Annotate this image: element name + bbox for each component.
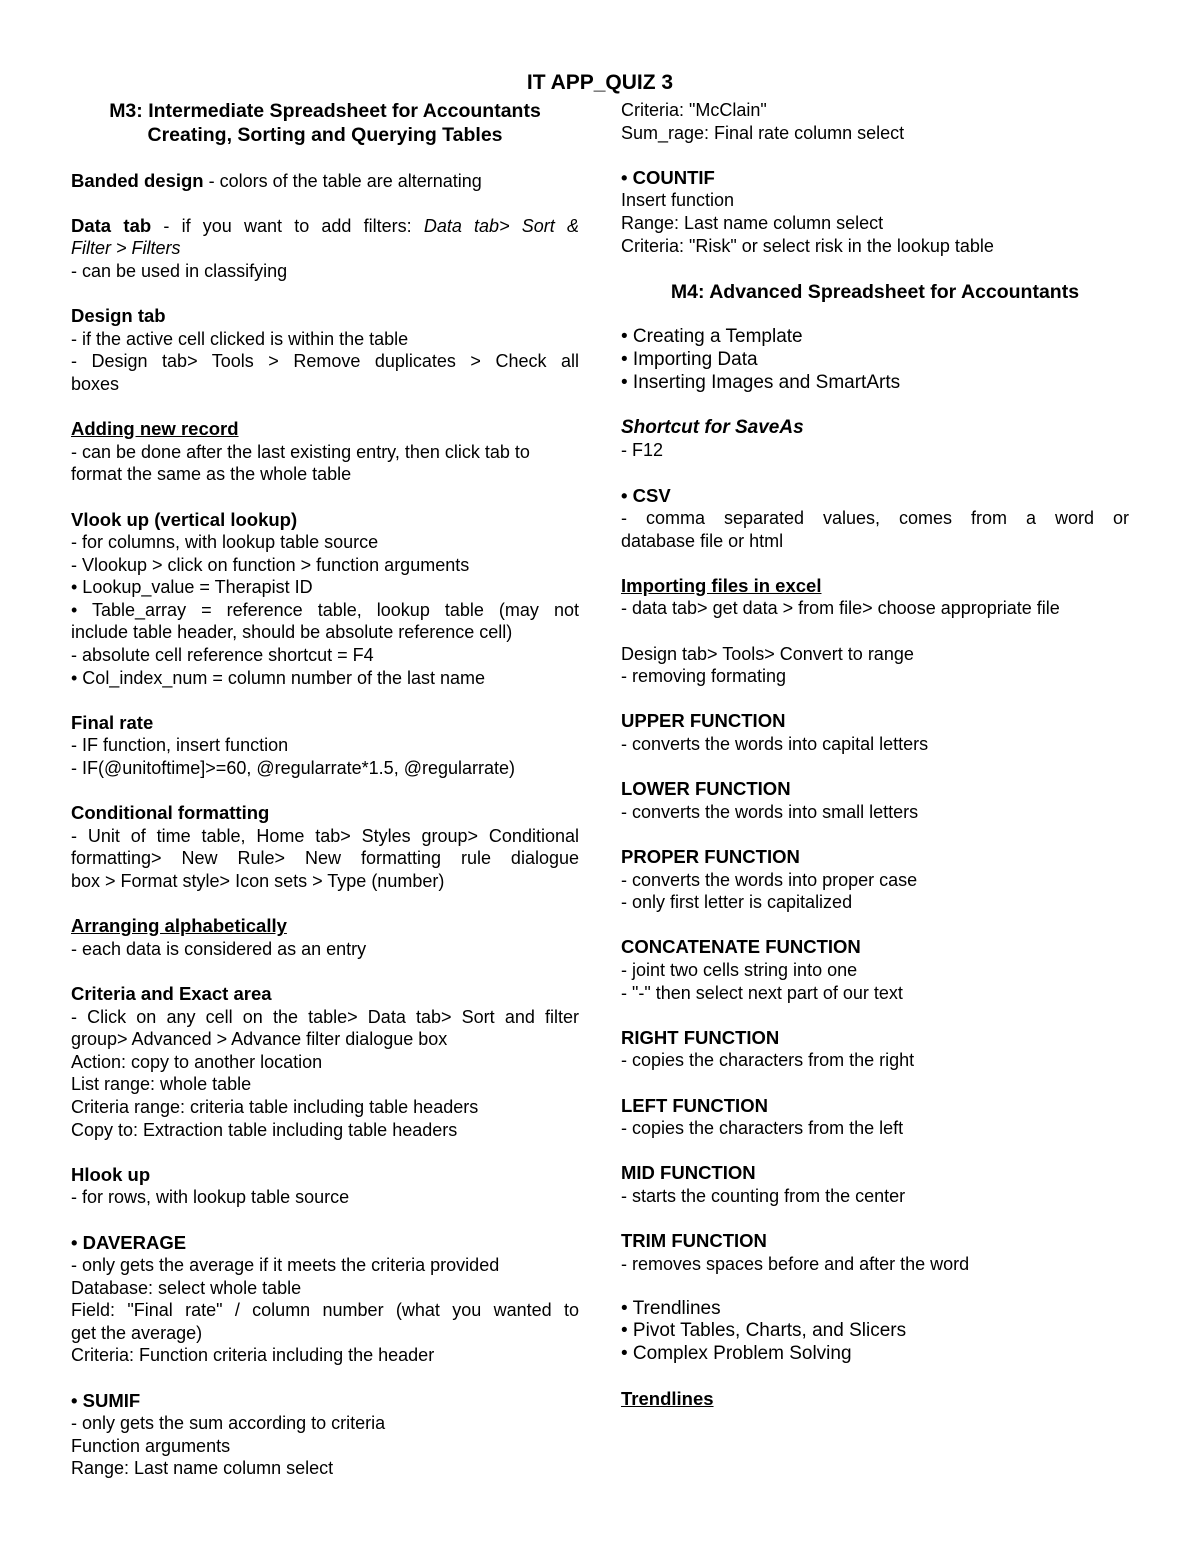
left-function-heading: LEFT FUNCTION — [621, 1094, 768, 1116]
countif-text-1: Insert function — [621, 190, 735, 211]
sumif-sum-range-text: Sum_rage: Final rate column select — [621, 122, 905, 143]
hlookup-heading: Hlook up — [71, 1163, 151, 1185]
banded-design-text: - colors of the table are alternating — [203, 170, 482, 191]
design-tab-text-3: boxes — [71, 373, 120, 394]
conditional-formatting-text-3: box > Format style> Icon sets > Type (number) — [71, 871, 445, 891]
csv-text-1: - comma separated values, comes from a word or — [621, 508, 1129, 529]
design-tab-heading: Design tab — [71, 305, 166, 327]
criteria-text-6: Copy to: Extraction table including table headers — [71, 1119, 458, 1140]
importing-heading: Importing files in excel — [621, 574, 822, 596]
daverage-text-3: Field: "Final rate" / column number (what you wanted to — [71, 1300, 579, 1321]
m4-bullet-2: • Importing Data — [621, 348, 758, 370]
final-rate-text-2: - IF(@unitoftime]>=60, @regularrate*1.5, @regularrate) — [71, 758, 516, 779]
left-column — [71, 99, 579, 1480]
data-tab-note: - can be used in classifying — [71, 260, 288, 281]
sumif-heading: • SUMIF — [71, 1389, 141, 1411]
shortcut-heading: Shortcut for SaveAs — [621, 416, 804, 438]
banded-design-heading: Banded design — [71, 169, 204, 191]
vlookup-text-5: include table header, should be absolute reference cell) — [71, 622, 513, 643]
upper-function-heading: UPPER FUNCTION — [621, 710, 786, 732]
data-tab-line — [71, 215, 579, 238]
vlookup-heading: Vlook up (vertical lookup) — [71, 508, 298, 530]
concatenate-function-heading: CONCATENATE FUNCTION — [621, 936, 861, 958]
vlookup-text-7: • Col_index_num = column number of the last name — [71, 667, 486, 688]
sumif-text-2: Function arguments — [71, 1435, 231, 1456]
adding-record-text-2: format the same as the whole table — [71, 464, 352, 485]
arranging-text-1: - each data is considered as an entry — [71, 938, 367, 959]
proper-function-text-1: - converts the words into proper case — [621, 869, 918, 890]
trendlines-heading: Trendlines — [621, 1388, 714, 1410]
daverage-heading: • DAVERAGE — [71, 1231, 187, 1253]
design-tab-text-1: - if the active cell clicked is within the table — [71, 328, 409, 349]
right-function-heading: RIGHT FUNCTION — [621, 1026, 780, 1048]
countif-text-2: Range: Last name column select — [621, 212, 884, 233]
m3-title-line1: M3: Intermediate Spreadsheet for Accountants — [109, 100, 541, 122]
sumif-criteria-text: Criteria: "McClain" — [621, 100, 767, 120]
left-function-text: - copies the characters from the left — [621, 1118, 904, 1139]
daverage-text-1: - only gets the average if it meets the criteria provided — [71, 1255, 500, 1276]
criteria-text-3: Action: copy to another location — [71, 1051, 323, 1072]
vlookup-text-4: • Table_array = reference table, lookup table (may not — [71, 599, 579, 620]
csv-heading: • CSV — [621, 484, 671, 506]
daverage-text-2: Database: select whole table — [71, 1277, 302, 1298]
data-tab-heading: Data tab — [71, 214, 152, 236]
conditional-formatting-text-1: - Unit of time table, Home tab> Styles group> Conditional — [71, 825, 579, 846]
countif-heading: • COUNTIF — [621, 166, 715, 188]
daverage-text-5: Criteria: Function criteria including the header — [71, 1345, 435, 1366]
data-tab-path-2: Filter > Filters — [71, 238, 181, 259]
criteria-text-4: List range: whole table — [71, 1074, 252, 1095]
lower-function-text: - converts the words into small letters — [621, 801, 919, 822]
topic-bullet-2: • Pivot Tables, Charts, and Slicers — [621, 1320, 907, 1342]
mid-function-text: - starts the counting from the center — [621, 1185, 906, 1206]
m4-bullet-1: • Creating a Template — [621, 326, 803, 348]
m4-bullet-3: • Inserting Images and SmartArts — [621, 371, 901, 393]
proper-function-text-2: - only first letter is capitalized — [621, 892, 853, 913]
criteria-text-2: group> Advanced > Advance filter dialogue box — [71, 1029, 448, 1050]
sumif-text-3: Range: Last name column select — [71, 1458, 334, 1479]
design-tab-text-2: - Design tab> Tools > Remove duplicates > Check all — [71, 351, 579, 372]
countif-text-3: Criteria: "Risk" or select risk in the lookup table — [621, 235, 994, 256]
final-rate-heading: Final rate — [71, 711, 154, 733]
daverage-text-4: get the average) — [71, 1322, 203, 1343]
vlookup-text-2: - Vlookup > click on function > function arguments — [71, 554, 470, 575]
upper-function-text: - converts the words into capital letters — [621, 734, 929, 755]
shortcut-text-1: - F12 — [621, 440, 664, 461]
right-function-text: - copies the characters from the right — [621, 1050, 915, 1071]
topic-bullet-3: • Complex Problem Solving — [621, 1343, 852, 1365]
vlookup-text-6: - absolute cell reference shortcut = F4 — [71, 645, 374, 666]
concatenate-function-text-1: - joint two cells string into one — [621, 959, 858, 980]
lower-function-heading: LOWER FUNCTION — [621, 778, 791, 800]
criteria-heading: Criteria and Exact area — [71, 982, 272, 1004]
criteria-text-5: Criteria range: criteria table including table headers — [71, 1096, 479, 1117]
csv-text-2: database file or html — [621, 530, 784, 551]
document-title: IT APP_QUIZ 3 — [526, 71, 674, 94]
vlookup-text-3: • Lookup_value = Therapist ID — [71, 577, 313, 598]
data-tab-text: - if you want to add filters: — [151, 215, 424, 236]
hlookup-text-1: - for rows, with lookup table source — [71, 1187, 350, 1208]
mid-function-heading: MID FUNCTION — [621, 1162, 756, 1184]
conditional-formatting-text-2: formatting> New Rule> New formatting rule dialogue — [71, 848, 579, 869]
topic-bullet-1: • Trendlines — [621, 1297, 721, 1319]
trim-function-text: - removes spaces before and after the word — [621, 1253, 970, 1274]
m3-title-line2: Creating, Sorting and Querying Tables — [147, 124, 503, 146]
importing-text-1: - data tab> get data > from file> choose appropriate file — [621, 598, 1060, 619]
m4-title: M4: Advanced Spreadsheet for Accountants — [670, 280, 1080, 303]
final-rate-text-1: - IF function, insert function — [71, 735, 289, 756]
sumif-text-1: - only gets the sum according to criteria — [71, 1413, 386, 1434]
adding-record-heading: Adding new record — [71, 418, 239, 440]
convert-text-2: - removing formating — [621, 666, 787, 687]
arranging-heading: Arranging alphabetically — [71, 915, 287, 937]
vlookup-text-1: - for columns, with lookup table source — [71, 532, 379, 553]
data-tab-path-1: Data tab> Sort & — [423, 215, 579, 236]
concatenate-function-text-2: - "-" then select next part of our text — [621, 982, 903, 1003]
criteria-text-1: - Click on any cell on the table> Data tab> Sort and filter — [71, 1006, 579, 1027]
conditional-formatting-heading: Conditional formatting — [71, 802, 270, 824]
adding-record-text-1: - can be done after the last existing entry, then click tab to — [71, 441, 530, 462]
proper-function-heading: PROPER FUNCTION — [621, 846, 800, 867]
trim-function-heading: TRIM FUNCTION — [621, 1230, 767, 1252]
right-column — [621, 99, 1129, 1411]
convert-text-1: Design tab> Tools> Convert to range — [621, 643, 914, 664]
banded-design-line — [71, 170, 579, 193]
